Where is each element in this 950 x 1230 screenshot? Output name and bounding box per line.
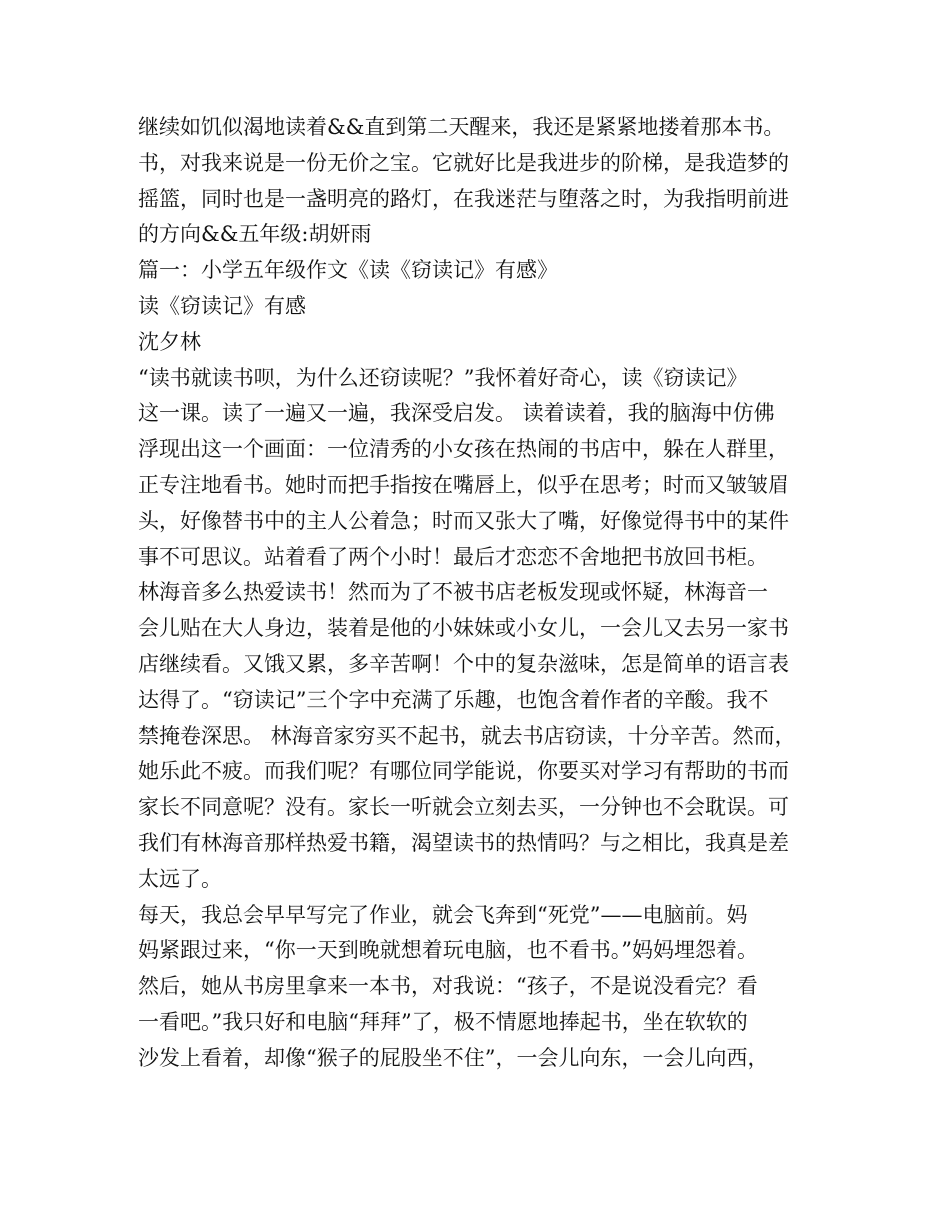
text-line: 一看吧。”我只好和电脑“拜拜”了，极不情愿地捧起书，坐在软软的: [138, 1009, 748, 1034]
text-line: 太远了。: [138, 866, 222, 891]
article-title-line: 篇一：小学五年级作文《读《窃读记》有感》: [138, 258, 558, 283]
text-line: 书，对我来说是一份无价之宝。它就好比是我进步的阶梯，是我造梦的: [138, 150, 789, 175]
article-subtitle-line: 读《窃读记》有感: [138, 293, 306, 318]
text-line: 的方向&&五年级:胡妍雨: [138, 222, 372, 247]
text-line: 每天，我总会早早写完了作业，就会飞奔到“死党”——电脑前。妈: [138, 902, 748, 927]
text-line: 然后，她从书房里拿来一本书，对我说：“孩子，不是说没看完？看: [138, 974, 758, 999]
text-line: 禁掩卷深思。 林海音家穷买不起书，就去书店窃读，十分辛苦。然而，: [138, 723, 796, 748]
text-line: 妈紧跟过来，“你一天到晚就想着玩电脑，也不看书。”妈妈埋怨着。: [138, 938, 758, 963]
text-line: 摇篮，同时也是一盏明亮的路灯，在我迷茫与堕落之时，为我指明前进: [138, 186, 789, 211]
text-line: “读书就读书呗，为什么还窃读呢？”我怀着好奇心，读《窃读记》: [138, 365, 748, 390]
text-line: 沙发上看着，却像“猴子的屁股坐不住”，一会儿向东，一会儿向西，: [138, 1045, 769, 1070]
text-line: 家长不同意呢？没有。家长一听就会立刻去买，一分钟也不会耽误。可: [138, 795, 789, 820]
text-line: 林海音多么热爱读书！然而为了不被书店老板发现或怀疑，林海音一: [138, 580, 768, 605]
text-line: 头，好像替书中的主人公着急；时而又张大了嘴，好像觉得书中的某件: [138, 508, 789, 533]
document-body: [138, 110, 828, 1077]
text-line: 继续如饥似渴地读着&&直到第二天醒来，我还是紧紧地搂着那本书。: [138, 115, 785, 139]
text-line: 达得了。“窃读记”三个字中充满了乐趣，也饱含着作者的辛酸。我不: [138, 687, 769, 712]
text-line: 事不可思议。站着看了两个小时！最后才恋恋不舍地把书放回书柜。: [138, 544, 768, 569]
text-line: 我们有林海音那样热爱书籍，渴望读书的热情吗？与之相比，我真是差: [138, 830, 789, 855]
author-line: 沈夕林: [138, 329, 201, 354]
text-line: 店继续看。又饿又累，多辛苦啊！个中的复杂滋味，怎是简单的语言表: [138, 651, 789, 676]
text-line: 正专注地看书。她时而把手指按在嘴唇上，似乎在思考；时而又皱皱眉: [138, 472, 789, 497]
text-line: 她乐此不疲。而我们呢？有哪位同学能说，你要买对学习有帮助的书而: [138, 759, 789, 784]
text-line: 会儿贴在大人身边，装着是他的小妹妹或小女儿，一会儿又去另一家书: [138, 616, 789, 641]
text-line: 这一课。读了一遍又一遍，我深受启发。 读着读着，我的脑海中仿佛: [138, 401, 775, 426]
text-line: 浮现出这一个画面：一位清秀的小女孩在热闹的书店中，躲在人群里，: [138, 437, 789, 462]
